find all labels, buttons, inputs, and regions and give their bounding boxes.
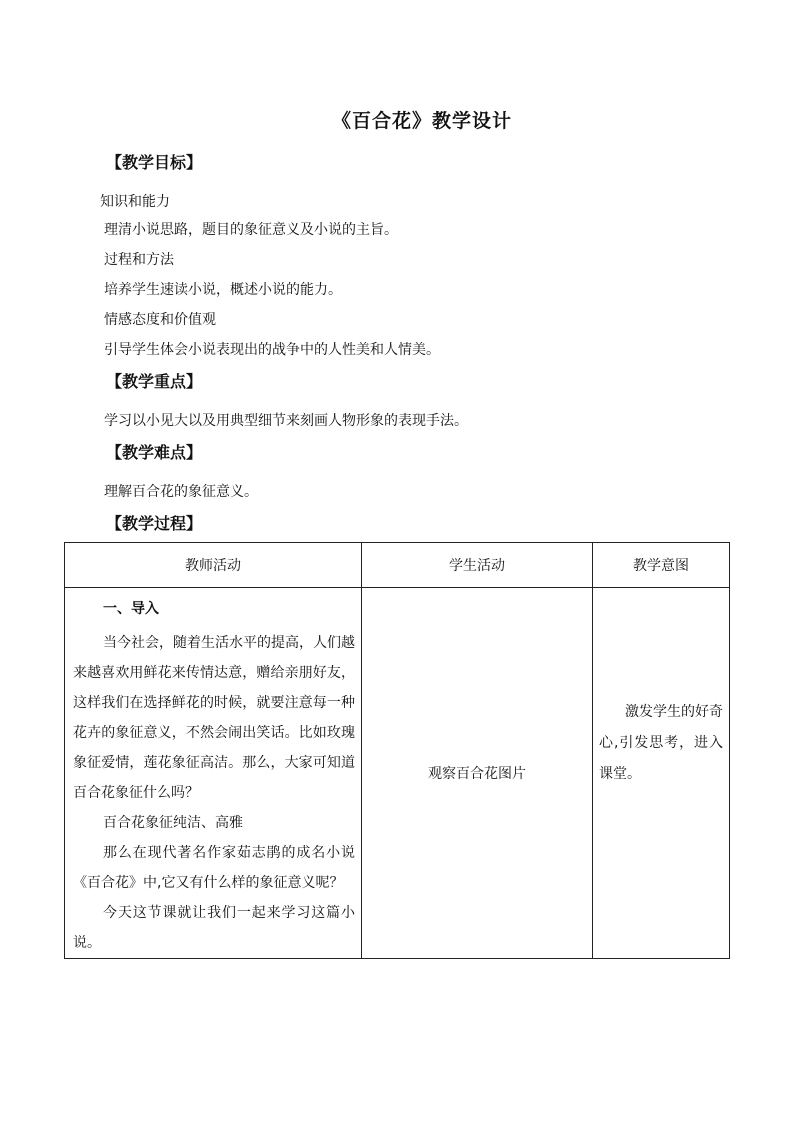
- document-title: 《百合花》教学设计: [331, 110, 512, 132]
- difficulties-heading: 【教学难点】: [106, 443, 203, 462]
- process-text: 培养学生速读小说，概述小说的能力。: [104, 282, 342, 298]
- knowledge-label: 知识和能力: [100, 194, 170, 210]
- table-row: [65, 588, 730, 959]
- process-heading: 【教学过程】: [106, 514, 203, 533]
- section-title: 一、导入: [103, 601, 159, 617]
- process-label: 过程和方法: [104, 252, 174, 268]
- student-activity-text: 观察百合花图片: [428, 766, 526, 782]
- teaching-intent-cell: [593, 588, 730, 959]
- key-points-text: 学习以小见大以及用典型细节来刻画人物形象的表现手法。: [104, 413, 468, 429]
- emotion-label: 情感态度和价值观: [104, 312, 216, 328]
- table-header-row: [65, 543, 730, 588]
- teacher-paragraph: 那么在现代著名作家茹志鹃的成名小说《百合花》中,它又有什么样的象征意义呢？: [73, 845, 355, 891]
- teacher-paragraph: 百合花象征纯洁、高雅: [103, 815, 243, 831]
- knowledge-text: 理清小说思路，题目的象征意义及小说的主旨。: [104, 222, 398, 238]
- student-activity-cell: [362, 588, 593, 959]
- objectives-heading: 【教学目标】: [106, 153, 203, 172]
- teacher-paragraph: 当今社会，随着生活水平的提高，人们越来越喜欢用鲜花来传情达意，赠给亲朋好友，这样我们在选择鲜花的时候，就要注意每一种花卉的象征意义，不然会闹出笑话。比如玫瑰象征爱情，莲花象征高洁。那么，大家可知道百合花象征什么吗？: [73, 635, 355, 801]
- teaching-intent-text: 激发学生的好奇心,引发思考，进入课堂。: [599, 703, 723, 782]
- column-header-student: 学生活动: [362, 543, 593, 588]
- emotion-text: 引导学生体会小说表现出的战争中的人性美和人情美。: [104, 342, 440, 358]
- column-header-intent: 教学意图: [593, 543, 730, 588]
- column-header-teacher: 教师活动: [65, 543, 362, 588]
- difficulties-text: 理解百合花的象征意义。: [104, 484, 258, 500]
- key-points-heading: 【教学重点】: [106, 372, 203, 391]
- teaching-process-table: [64, 542, 730, 959]
- teacher-paragraph: 今天这节课就让我们一起来学习这篇小说。: [73, 905, 355, 951]
- teacher-activity-cell: [65, 588, 362, 959]
